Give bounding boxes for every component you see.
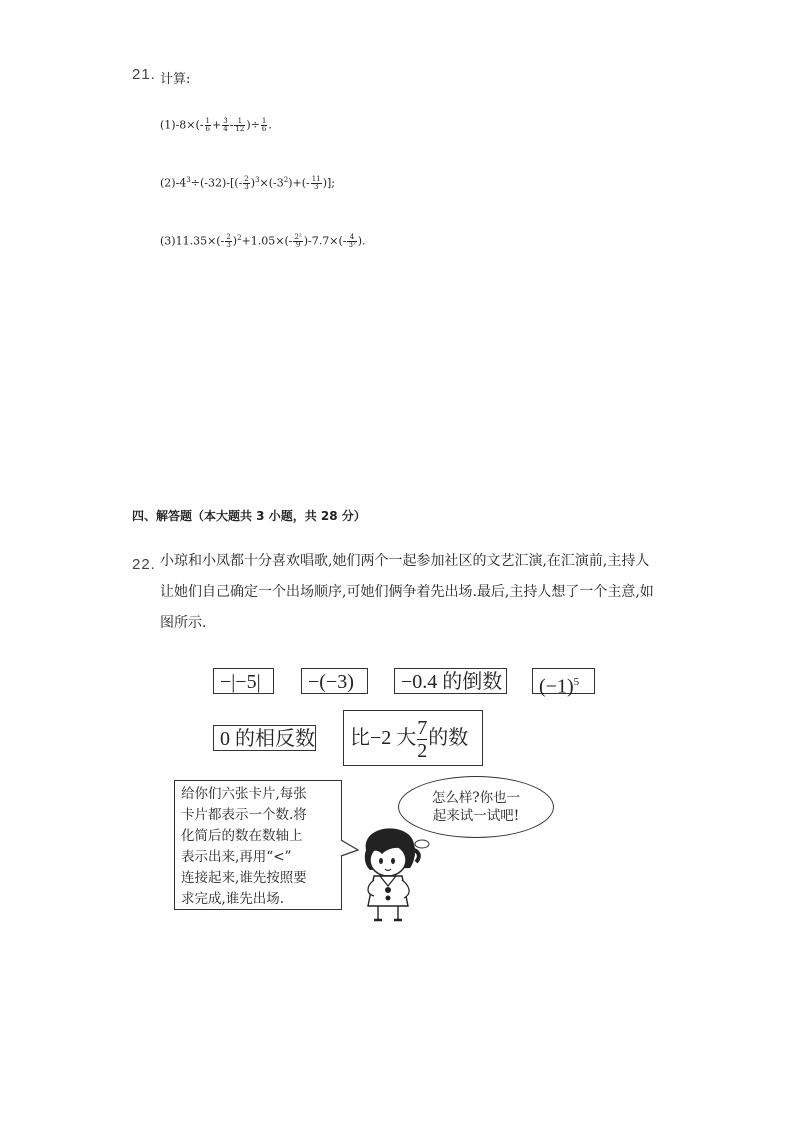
text-line: 小琼和小凤都十分喜欢唱歌,她们两个一起参加社区的文艺汇演,在汇演前,主持人 bbox=[160, 553, 650, 569]
card-opposite-zero: 0 的相反数 bbox=[213, 725, 316, 751]
speech-box: 给你们六张卡片,每张 卡片都表示一个数.将 化简后的数在数轴上 表示出来,再用“<” 连接起来,谁先按照要 求完成,谁先出场. bbox=[174, 780, 342, 910]
q21-part-1: (1)-8×(- $\frac{1}{6}$ + $\frac{3}{4}$ - $\frac{1}{12}$ )÷ $\frac{1}{6}$ . bbox=[160, 117, 272, 133]
card-reciprocal: −0.4 的倒数 bbox=[394, 668, 507, 694]
question-21-title: 计算: bbox=[160, 72, 191, 87]
fraction: $\frac{11}{3}$ bbox=[311, 175, 321, 192]
fraction: $\frac{2}{3}$ bbox=[244, 175, 249, 192]
text-line: 让她们自己确定一个出场顺序,可她们俩争着先出场.最后,主持人想了一个主意,如 bbox=[160, 584, 654, 600]
card-power: $(-1)^5$ bbox=[532, 668, 595, 694]
card-neg-neg-three: −(−3) bbox=[301, 668, 368, 694]
question-22-text bbox=[160, 546, 680, 639]
fraction: $\frac{2}{3}$ bbox=[226, 233, 231, 250]
fraction: $\frac{1}{12}$ bbox=[235, 117, 245, 133]
card-abs-neg-five: −|−5| bbox=[213, 668, 274, 694]
fraction: $\frac{1}{6}$ bbox=[205, 117, 210, 133]
fraction: $\frac{\text{2²}}{9}$ bbox=[294, 233, 302, 250]
text-line: 图所示. bbox=[160, 615, 207, 631]
q21-part-2: $(2)-4^3\div(-32)-[(-$ $\frac{2}{3}$ )$^3\times(-3^2)+(-$ $\frac{11}{3}$ )]; bbox=[160, 175, 335, 192]
fraction: $\frac{3}{4}$ bbox=[223, 117, 228, 133]
section-heading: 四、解答题（本大题共 3 小题，共 28 分） bbox=[132, 509, 366, 523]
girl-illustration-icon bbox=[352, 820, 432, 930]
question-21-number: 21. bbox=[132, 66, 156, 83]
fraction: $\frac{1}{6}$ bbox=[261, 117, 267, 133]
question-22-number: 22. bbox=[132, 556, 156, 573]
card-greater-than: 比−2 大 $\frac{7}{2}$ 的数 bbox=[343, 710, 483, 766]
thought-bubble: 怎么样?你也一 起来试一试吧! bbox=[398, 776, 554, 838]
math-text: (1)-8×(- bbox=[160, 118, 204, 132]
fraction: $\frac{4}{\text{3²}}$ bbox=[348, 233, 356, 250]
q21-part-3: (3)11.35×(- $\frac{2}{3}$ )$^2$+1.05×(- $\frac{\text{2²}}{9}$ )-7.7×(- $\frac{4}{\text{3²}}$ ). bbox=[160, 233, 366, 250]
